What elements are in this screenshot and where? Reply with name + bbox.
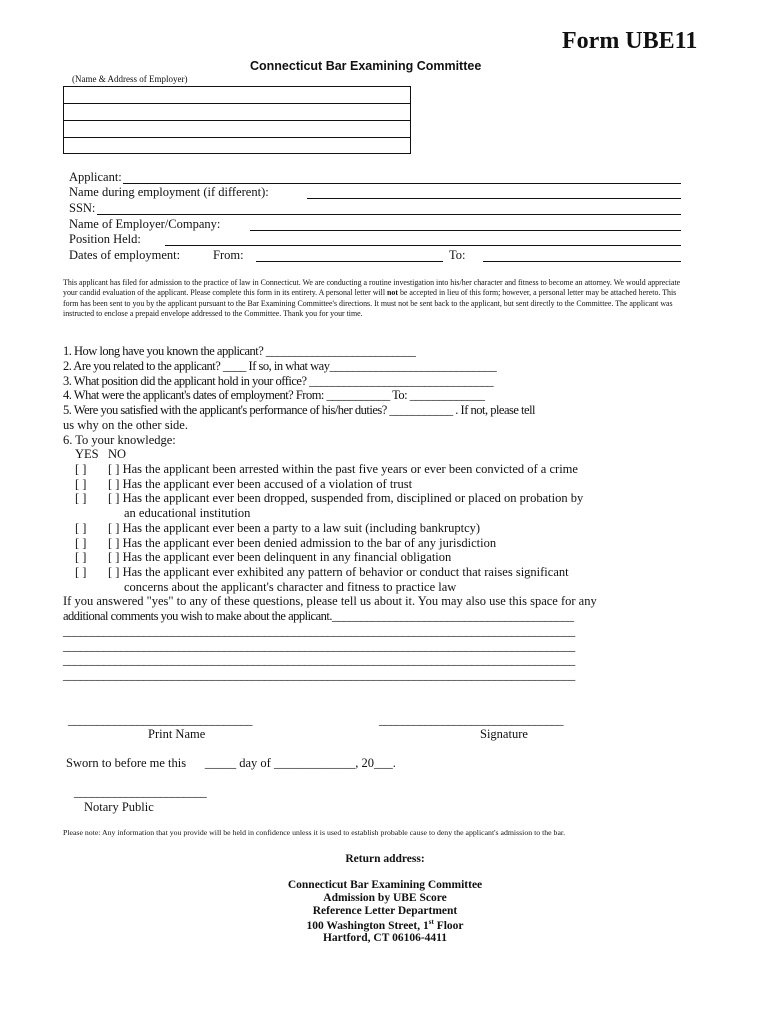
check-yes-3[interactable]: [ ] (75, 491, 87, 505)
question-5-cont: us why on the other side. (63, 418, 188, 432)
question-5: 5. Were you satisfied with the applicant's performance of his/her duties? ___________ . If not, please tell (63, 403, 536, 417)
check-yes-7[interactable]: [ ] (75, 565, 87, 579)
employer-line[interactable] (64, 138, 410, 154)
applicant-field[interactable] (123, 183, 681, 184)
notary-line[interactable]: _______________________ (74, 785, 207, 799)
return-heading: Return address: (345, 853, 425, 865)
return-line-2: Admission by UBE Score (323, 892, 447, 904)
intro-bold: not (387, 288, 398, 298)
dates-label: Dates of employment: (69, 248, 181, 262)
yes-header: YES (75, 447, 99, 461)
check-yes-6[interactable]: [ ] (75, 550, 87, 564)
question-1: 1. How long have you known the applicant? __________________________ (63, 344, 416, 358)
check-item-5[interactable]: [ ] Has the applicant ever been denied admission to the bar of any jurisdiction (108, 536, 497, 550)
check-item-2[interactable]: [ ] Has the applicant ever been accused of a violation of trust (108, 477, 413, 491)
to-field[interactable] (483, 261, 681, 262)
from-field[interactable] (256, 261, 443, 262)
employer-line[interactable] (64, 87, 410, 104)
check-yes-1[interactable]: [ ] (75, 462, 87, 476)
name-during-label: Name during employment (if different): (69, 185, 269, 199)
signature-line[interactable]: ________________________________ (379, 713, 563, 727)
return-line-4: 100 Washington Street, 1st Floor (306, 918, 464, 932)
question-6: 6. To your knowledge: (63, 433, 176, 447)
check-item-1[interactable]: [ ] Has the applicant been arrested within the past five years or ever been convicted of a crime (108, 462, 578, 476)
print-name-label: Print Name (148, 727, 206, 741)
print-name-line[interactable]: ________________________________ (68, 713, 252, 727)
check-item-4[interactable]: [ ] Has the applicant ever been a party to a law suit (including bankruptcy) (108, 521, 481, 535)
check-yes-5[interactable]: [ ] (75, 536, 87, 550)
position-label: Position Held: (69, 232, 141, 246)
comments-prompt: If you answered "yes" to any of these questions, please tell us about it. You may also use this space for any (63, 594, 597, 608)
position-field[interactable] (165, 245, 681, 246)
ssn-field[interactable] (97, 214, 681, 215)
committee-title: Connecticut Bar Examining Committee (250, 59, 482, 73)
comment-line[interactable]: _________________________________________________________________________________________ (63, 624, 575, 638)
question-3: 3. What position did the applicant hold in your office? ________________________________ (63, 374, 494, 388)
question-2: 2. Are you related to the applicant? ____ If so, in what way_____________________________ (63, 359, 497, 373)
return-line-1: Connecticut Bar Examining Committee (287, 879, 483, 891)
signature-label: Signature (480, 727, 528, 741)
employer-label: Name of Employer/Company: (69, 217, 221, 231)
comments-prompt-2: additional comments you wish to make about the applicant.__________________________________________ (63, 609, 574, 623)
notary-label: Notary Public (84, 800, 154, 814)
return-line-5: Hartford, CT 06106-4411 (322, 932, 448, 944)
check-item-7[interactable]: [ ] Has the applicant ever exhibited any pattern of behavior or conduct that raises significant (108, 565, 569, 579)
return-line-3: Reference Letter Department (312, 905, 458, 917)
employer-line[interactable] (64, 104, 410, 121)
check-item-6[interactable]: [ ] Has the applicant ever been delinquent in any financial obligation (108, 550, 452, 564)
from-label: From: (213, 248, 244, 262)
check-yes-2[interactable]: [ ] (75, 477, 87, 491)
comment-line[interactable]: _________________________________________________________________________________________ (63, 639, 575, 653)
comment-line[interactable]: _________________________________________________________________________________________ (63, 653, 575, 667)
sworn-line[interactable]: Sworn to before me this _____ day of _____________, 20___. (66, 756, 396, 770)
to-label: To: (449, 248, 466, 262)
applicant-label: Applicant: (69, 170, 122, 184)
comment-line[interactable]: _________________________________________________________________________________________ (63, 668, 575, 682)
employer-caption: (Name & Address of Employer) (72, 74, 188, 84)
intro-paragraph: This applicant has filed for admission to the practice of law in Connecticut. We are conducting a routine investigation into his/her character and fitness to become an attorney. We would appreciate your candid evaluation of the applicant. Please complete this form in its entirety. A personal letter will not be accepted in lieu of this form; however, a personal letter may be attached hereto. This form has been sent to you by the applicant pursuant to the Bar Examining Committee's directions. It must not be sent back to the applicant, but sent directly to the Committee. The applicant was instructed to enclose a prepaid envelope addressed to the Committee. Thank you for your time. (63, 278, 681, 318)
employer-field[interactable] (250, 230, 681, 231)
no-header: NO (108, 447, 127, 461)
question-4: 4. What were the applicant's dates of employment? From: ___________ To: _____________ (63, 388, 485, 402)
employer-address-box[interactable] (63, 86, 411, 154)
check-item-7-cont: concerns about the applicant's character and fitness to practice law (124, 580, 457, 594)
check-yes-4[interactable]: [ ] (75, 521, 87, 535)
form-id: Form UBE11 (562, 28, 698, 54)
confidentiality-note: Please note: Any information that you provide will be held in confidence unless it is used to establish probable cause to deny the applicant's admission to the bar. (63, 828, 566, 837)
name-during-field[interactable] (307, 198, 681, 199)
check-item-3[interactable]: [ ] Has the applicant ever been dropped, suspended from, disciplined or placed on probation by (108, 491, 584, 505)
check-item-3-cont: an educational institution (124, 506, 251, 520)
employer-line[interactable] (64, 121, 410, 138)
ssn-label: SSN: (69, 201, 96, 215)
